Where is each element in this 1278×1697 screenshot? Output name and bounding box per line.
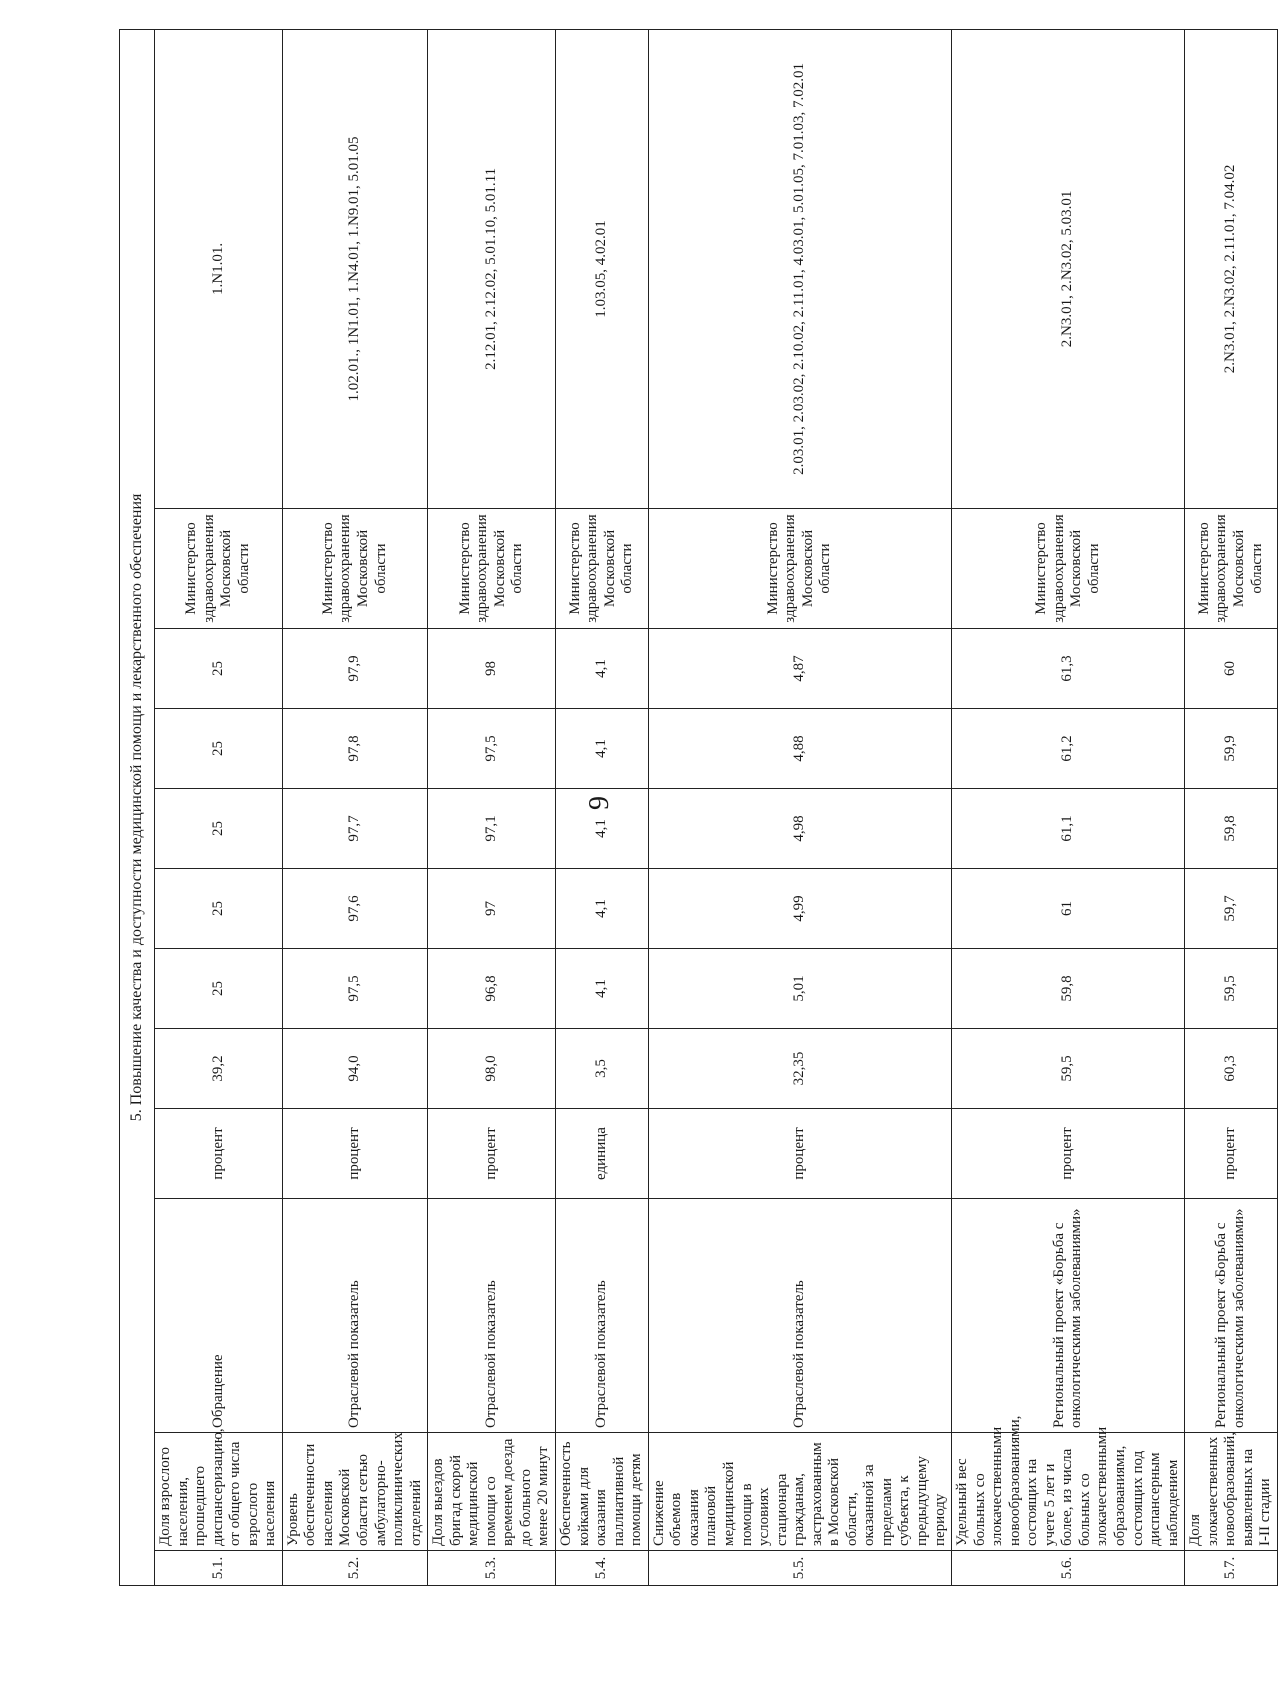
value-1-cell: 5,01 bbox=[648, 949, 951, 1029]
value-2-cell: 97 bbox=[428, 869, 556, 949]
value-2-cell: 4,1 bbox=[556, 869, 649, 949]
indicator-type-cell: Отраслевой показатель bbox=[556, 1199, 649, 1433]
responsible-body-cell: Министерство здравоохранения Московской области bbox=[556, 509, 649, 629]
responsible-body-cell: Министерство здравоохранения Московской области bbox=[282, 509, 427, 629]
row-number-cell: 5.5. bbox=[648, 1551, 951, 1586]
unit-cell: единица bbox=[556, 1109, 649, 1199]
responsible-body-cell: Министерство здравоохранения Московской области bbox=[428, 509, 556, 629]
value-4-cell: 4,88 bbox=[648, 709, 951, 789]
section-header-row bbox=[120, 29, 155, 1585]
indicators-table bbox=[119, 29, 1278, 1586]
value-5-cell: 4,87 bbox=[648, 629, 951, 709]
measures-codes-cell: 2.12.01, 2.12.02, 5.01.10, 5.01.11 bbox=[428, 29, 556, 508]
measures-codes-cell: 1.02.01., 1N1.01, 1.N4.01, 1.N9.01, 5.01.05 bbox=[282, 29, 427, 508]
responsible-body-cell: Министерство здравоохранения Московской области bbox=[155, 509, 283, 629]
unit-cell: процент bbox=[1185, 1109, 1278, 1199]
base-value-cell: 98,0 bbox=[428, 1029, 556, 1109]
value-1-cell: 96,8 bbox=[428, 949, 556, 1029]
table-row bbox=[155, 29, 283, 1585]
row-number-cell: 5.4. bbox=[556, 1551, 649, 1586]
indicator-type-cell: Отраслевой показатель bbox=[282, 1199, 427, 1433]
unit-cell: процент bbox=[155, 1109, 283, 1199]
base-value-cell: 94,0 bbox=[282, 1029, 427, 1109]
value-1-cell: 97,5 bbox=[282, 949, 427, 1029]
value-5-cell: 61,3 bbox=[952, 629, 1185, 709]
row-number-cell: 5.1. bbox=[155, 1551, 283, 1586]
responsible-body-cell: Министерство здравоохранения Московской области bbox=[648, 509, 951, 629]
indicator-name-cell: Обеспеченность койками для оказания паллиативной помощи детям bbox=[556, 1433, 649, 1551]
table-row bbox=[1185, 29, 1278, 1585]
indicator-name-cell: Снижение объемов оказания плановой медицинской помощи в условиях стационара гражданам, застрахованным в Московской области, оказанной за пределами субъекта, к предыдущему периоду bbox=[648, 1433, 951, 1551]
value-2-cell: 61 bbox=[952, 869, 1185, 949]
measures-codes-cell: 2.N3.01, 2.N3.02, 2.11.01, 7.04.02 bbox=[1185, 29, 1278, 508]
value-4-cell: 4,1 bbox=[556, 709, 649, 789]
section-title: 5. Повышение качества и доступности медицинской помощи и лекарственного обеспечения bbox=[120, 29, 155, 1585]
value-5-cell: 25 bbox=[155, 629, 283, 709]
table-row bbox=[282, 29, 427, 1585]
value-4-cell: 25 bbox=[155, 709, 283, 789]
value-1-cell: 59,5 bbox=[1185, 949, 1278, 1029]
value-5-cell: 4,1 bbox=[556, 629, 649, 709]
value-2-cell: 4,99 bbox=[648, 869, 951, 949]
indicator-type-cell: Обращение bbox=[155, 1199, 283, 1433]
indicator-name-cell: Удельный вес больных со злокачественными новообразованиями, состоящих на учете 5 лет и более, из числа больных со злокачественными образованиями, состоящих под диспансерным наблюдением bbox=[952, 1433, 1185, 1551]
responsible-body-cell: Министерство здравоохранения Московской области bbox=[952, 509, 1185, 629]
value-2-cell: 97,6 bbox=[282, 869, 427, 949]
row-number-cell: 5.6. bbox=[952, 1551, 1185, 1586]
value-5-cell: 60 bbox=[1185, 629, 1278, 709]
value-1-cell: 4,1 bbox=[556, 949, 649, 1029]
indicator-type-cell: Отраслевой показатель bbox=[648, 1199, 951, 1433]
row-number-cell: 5.7. bbox=[1185, 1551, 1278, 1586]
value-3-cell: 4,98 bbox=[648, 789, 951, 869]
table-row bbox=[428, 29, 556, 1585]
table-row bbox=[556, 29, 649, 1585]
measures-codes-cell: 1.N1.01. bbox=[155, 29, 283, 508]
value-1-cell: 59,8 bbox=[952, 949, 1185, 1029]
unit-cell: процент bbox=[282, 1109, 427, 1199]
row-number-cell: 5.3. bbox=[428, 1551, 556, 1586]
base-value-cell: 60,3 bbox=[1185, 1029, 1278, 1109]
indicator-type-cell: Региональный проект «Борьба с онкологическими заболеваниями» bbox=[1185, 1199, 1278, 1433]
unit-cell: процент bbox=[648, 1109, 951, 1199]
indicator-name-cell: Доля взрослого населения, прошедшего диспансеризацию, от общего числа взрослого населения bbox=[155, 1433, 283, 1551]
indicator-name-cell: Доля выездов бригад скорой медицинской помощи со временем доезда до больного менее 20 минут bbox=[428, 1433, 556, 1551]
value-3-cell: 59,8 bbox=[1185, 789, 1278, 869]
table-body bbox=[120, 29, 1278, 1585]
value-4-cell: 97,5 bbox=[428, 709, 556, 789]
value-1-cell: 25 bbox=[155, 949, 283, 1029]
value-3-cell: 25 bbox=[155, 789, 283, 869]
indicator-name-cell: Доля злокачественных новообразований, выявленных на I-II стадии bbox=[1185, 1433, 1278, 1551]
row-number-cell: 5.2. bbox=[282, 1551, 427, 1586]
value-4-cell: 59,9 bbox=[1185, 709, 1278, 789]
measures-codes-cell: 2.03.01, 2.03.02, 2.10.02, 2.11.01, 4.03.01, 5.01.05, 7.01.03, 7.02.01 bbox=[648, 29, 951, 508]
base-value-cell: 3,5 bbox=[556, 1029, 649, 1109]
value-2-cell: 59,7 bbox=[1185, 869, 1278, 949]
value-4-cell: 97,8 bbox=[282, 709, 427, 789]
indicator-name-cell: Уровень обеспеченности населения Московской области сетью амбулаторно-поликлинических отделений bbox=[282, 1433, 427, 1551]
value-3-cell: 61,1 bbox=[952, 789, 1185, 869]
table-row bbox=[952, 29, 1185, 1585]
value-4-cell: 61,2 bbox=[952, 709, 1185, 789]
table-row bbox=[648, 29, 951, 1585]
value-3-cell: 97,1 bbox=[428, 789, 556, 869]
base-value-cell: 59,5 bbox=[952, 1029, 1185, 1109]
base-value-cell: 39,2 bbox=[155, 1029, 283, 1109]
base-value-cell: 32,35 bbox=[648, 1029, 951, 1109]
value-3-cell: 4,1 bbox=[556, 789, 649, 869]
measures-codes-cell: 2.N3.01, 2.N3.02, 5.03.01 bbox=[952, 29, 1185, 508]
measures-codes-cell: 1.03.05, 4.02.01 bbox=[556, 29, 649, 508]
page-number: 9 bbox=[584, 796, 615, 810]
unit-cell: процент bbox=[428, 1109, 556, 1199]
value-3-cell: 97,7 bbox=[282, 789, 427, 869]
unit-cell: процент bbox=[952, 1109, 1185, 1199]
rotated-table-frame bbox=[119, 30, 1274, 1586]
indicator-type-cell: Региональный проект «Борьба с онкологическими заболеваниями» bbox=[952, 1199, 1185, 1433]
value-5-cell: 98 bbox=[428, 629, 556, 709]
responsible-body-cell: Министерство здравоохранения Московской области bbox=[1185, 509, 1278, 629]
value-2-cell: 25 bbox=[155, 869, 283, 949]
indicator-type-cell: Отраслевой показатель bbox=[428, 1199, 556, 1433]
value-5-cell: 97,9 bbox=[282, 629, 427, 709]
